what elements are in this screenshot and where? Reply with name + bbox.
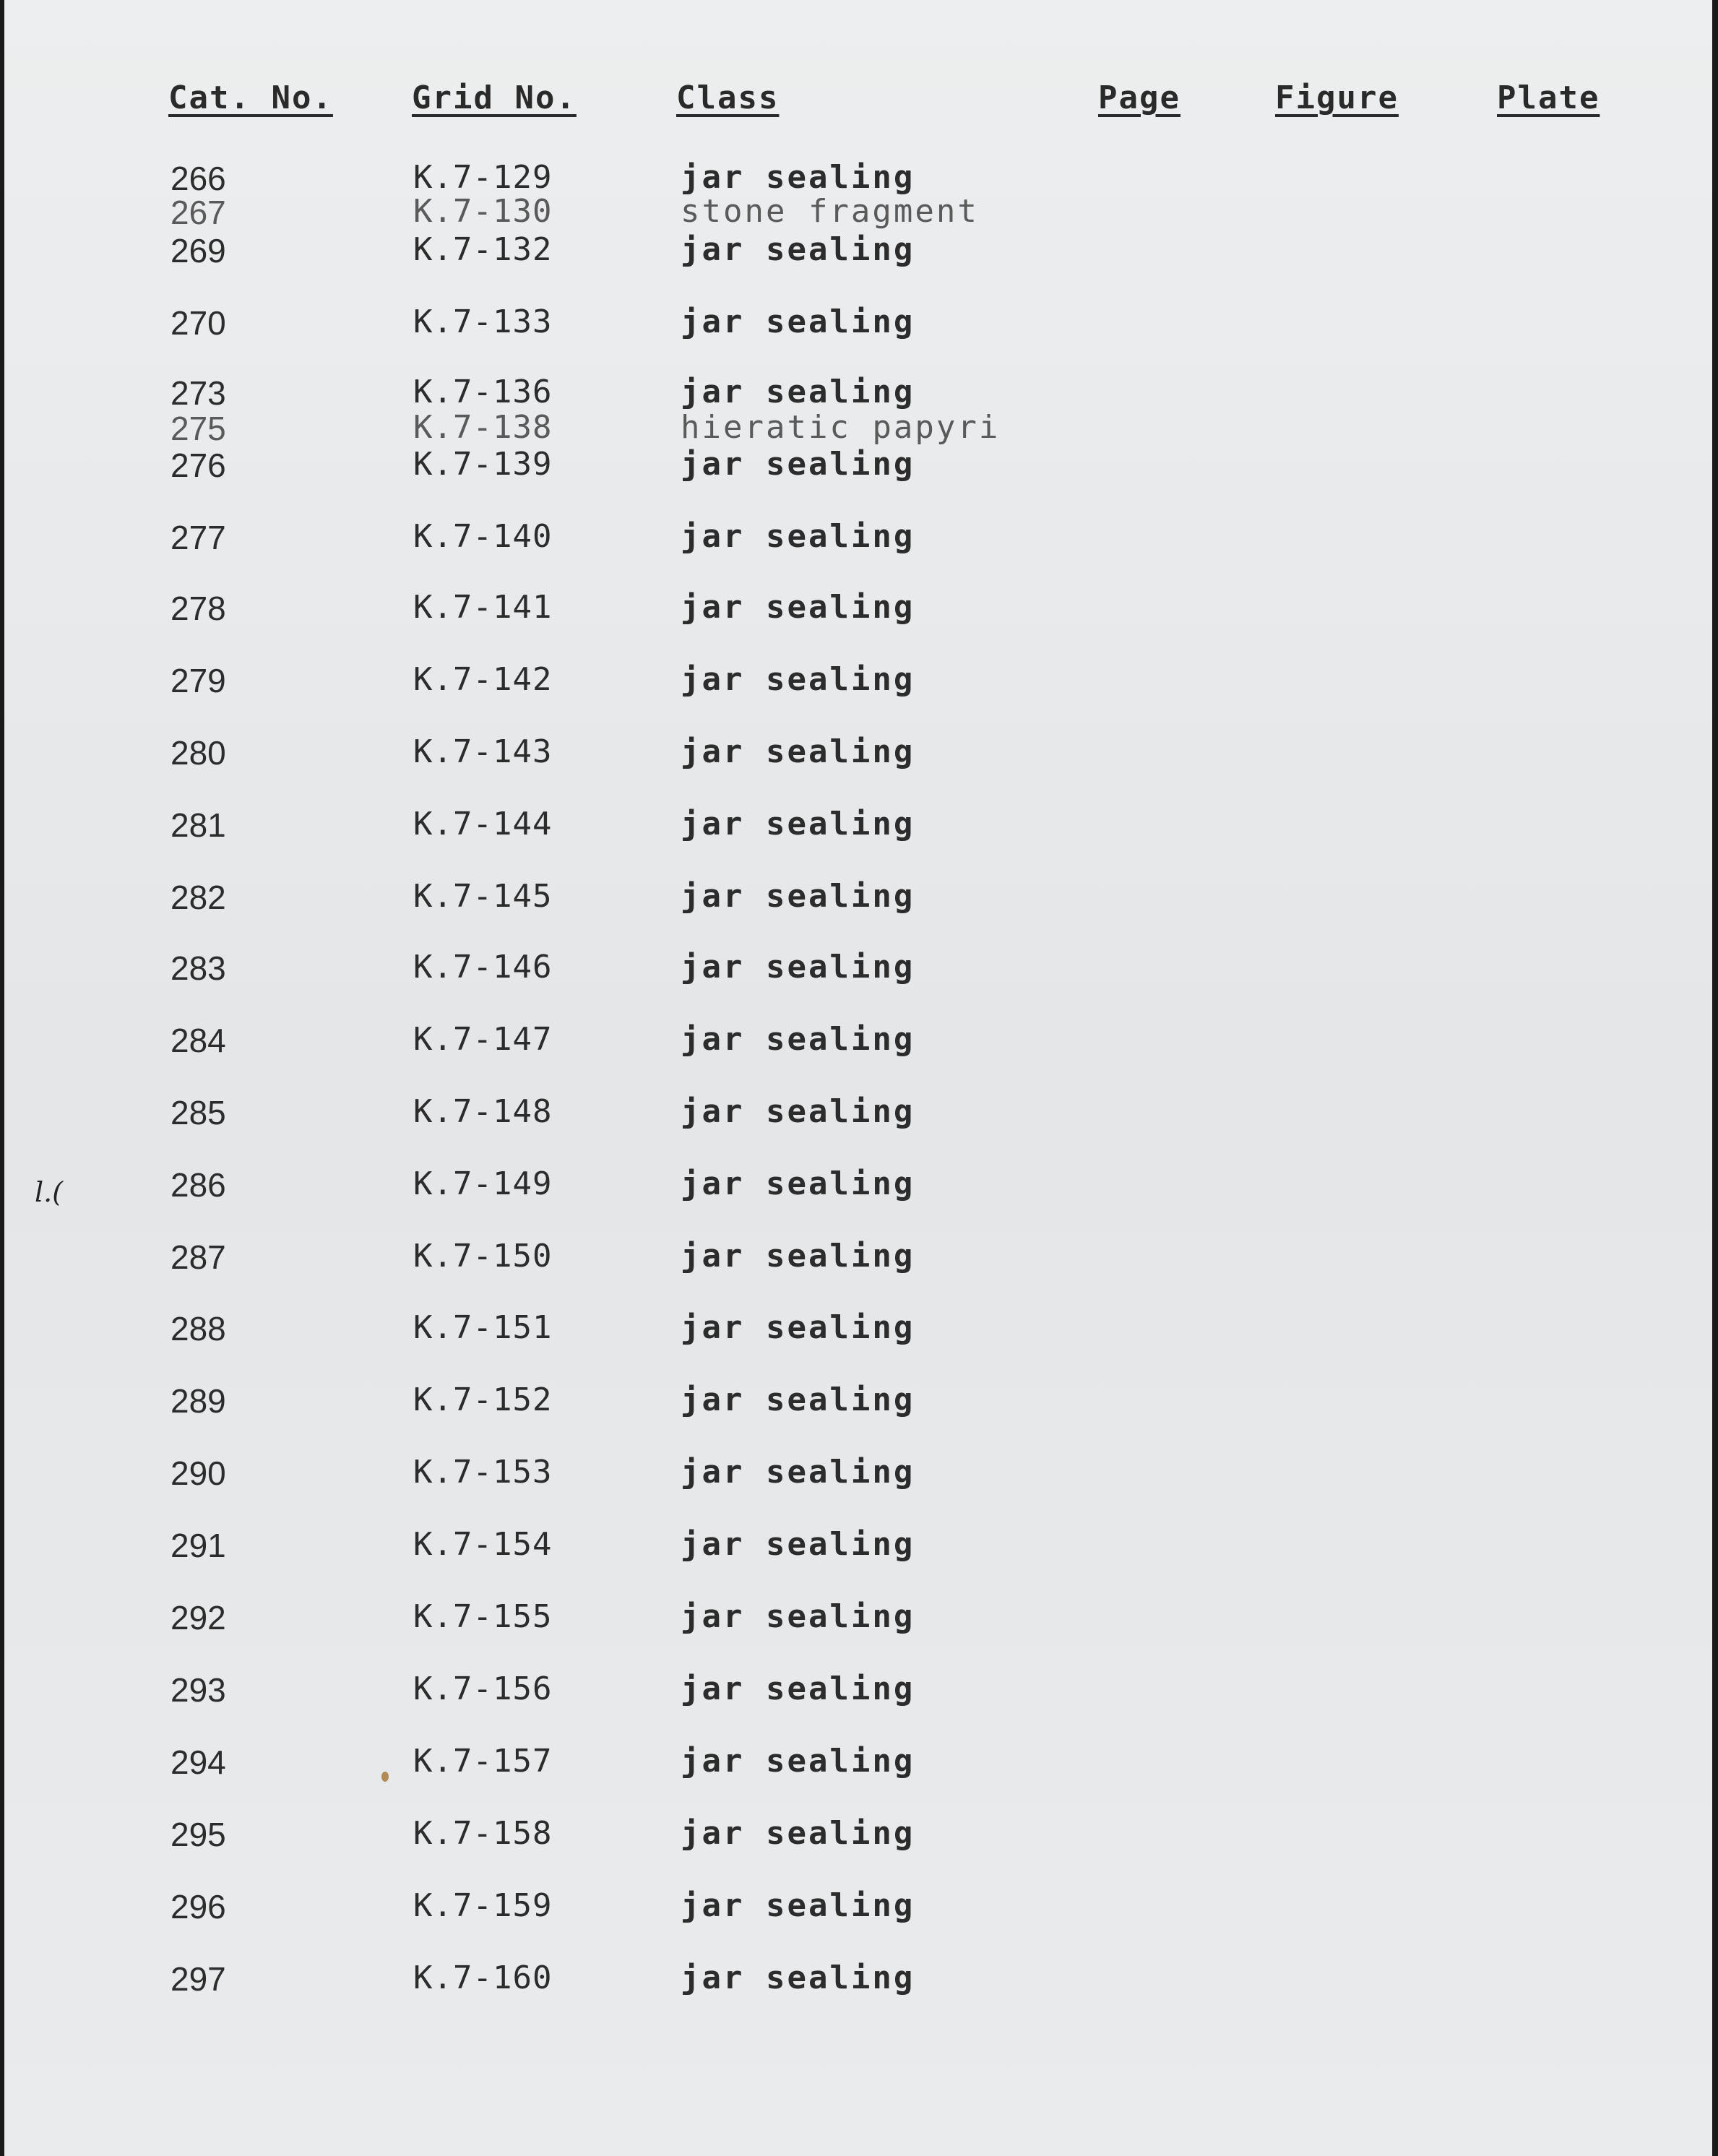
grid-no-cell: K.7-155: [413, 1598, 553, 1635]
grid-no-cell: K.7-157: [413, 1743, 553, 1780]
cat-no-cell: 290: [170, 1454, 226, 1492]
table-row: [0, 878, 1718, 915]
cat-no-cell: 287: [170, 1238, 226, 1276]
table-row: [0, 1815, 1718, 1853]
cat-no-cell: 278: [170, 590, 226, 627]
grid-no-cell: K.7-152: [413, 1381, 553, 1418]
grid-no-cell: K.7-132: [413, 231, 553, 268]
grid-no-cell: K.7-153: [413, 1454, 553, 1491]
grid-no-cell: K.7-154: [413, 1526, 553, 1563]
cat-no-cell: 286: [170, 1166, 226, 1204]
grid-no-cell: K.7-151: [413, 1309, 553, 1346]
cat-no-cell: 288: [170, 1310, 226, 1348]
table-row: [0, 303, 1718, 341]
cat-no-cell: 282: [170, 879, 226, 916]
cat-no-cell: 283: [170, 949, 226, 987]
grid-no-cell: K.7-141: [413, 589, 553, 626]
table-row: [0, 1670, 1718, 1708]
cat-no-cell: 266: [170, 160, 226, 197]
class-cell: jar sealing: [681, 1309, 915, 1346]
table-row: [0, 374, 1718, 411]
class-cell: jar sealing: [681, 1165, 915, 1202]
handwritten-margin-note: l.(: [35, 1176, 64, 1208]
table-row: [0, 1238, 1718, 1275]
class-cell: jar sealing: [681, 159, 915, 196]
class-cell: jar sealing: [681, 518, 915, 555]
grid-no-cell: K.7-143: [413, 733, 553, 770]
table-row: [0, 1526, 1718, 1564]
table-row: [0, 1454, 1718, 1491]
grid-no-cell: K.7-139: [413, 446, 553, 483]
cat-no-cell: 284: [170, 1022, 226, 1059]
cat-no-cell: 275: [170, 410, 226, 447]
cat-no-cell: 294: [170, 1743, 226, 1781]
grid-no-cell: K.7-130: [413, 193, 553, 230]
table-row: [0, 518, 1718, 556]
table-row: [0, 1309, 1718, 1347]
table-row: [0, 409, 1718, 447]
table-row: [0, 806, 1718, 843]
table-row: [0, 159, 1718, 197]
class-cell: jar sealing: [681, 374, 915, 410]
grid-no-cell: K.7-150: [413, 1238, 553, 1275]
cat-no-cell: 269: [170, 232, 226, 270]
table-row: [0, 589, 1718, 626]
table-row: [0, 193, 1718, 230]
grid-no-cell: K.7-133: [413, 303, 553, 340]
table-row: [0, 1165, 1718, 1203]
grid-no-cell: K.7-129: [413, 159, 553, 196]
paper-stain: [381, 1772, 389, 1782]
grid-no-cell: K.7-149: [413, 1165, 553, 1202]
class-cell: jar sealing: [681, 446, 915, 483]
cat-no-cell: 285: [170, 1094, 226, 1131]
grid-no-cell: K.7-145: [413, 878, 553, 915]
class-cell: hieratic papyri: [681, 409, 1001, 446]
grid-no-cell: K.7-144: [413, 806, 553, 842]
cat-no-cell: 291: [170, 1527, 226, 1564]
class-cell: jar sealing: [681, 1526, 915, 1563]
class-cell: jar sealing: [681, 1598, 915, 1635]
grid-no-cell: K.7-138: [413, 409, 553, 446]
class-cell: jar sealing: [681, 1815, 915, 1852]
cat-no-cell: 280: [170, 734, 226, 772]
cat-no-cell: 296: [170, 1888, 226, 1926]
cat-no-cell: 295: [170, 1816, 226, 1853]
table-row: [0, 1021, 1718, 1058]
table-row: [0, 661, 1718, 699]
cat-no-cell: 267: [170, 194, 226, 231]
class-cell: stone fragment: [681, 193, 979, 230]
grid-no-cell: K.7-147: [413, 1021, 553, 1058]
class-cell: jar sealing: [681, 1454, 915, 1491]
header-page: Page: [1098, 79, 1180, 116]
table-row: [0, 1959, 1718, 1997]
grid-no-cell: K.7-158: [413, 1815, 553, 1852]
cat-no-cell: 270: [170, 304, 226, 342]
class-cell: jar sealing: [681, 303, 915, 340]
header-plate: Plate: [1497, 79, 1600, 116]
class-cell: jar sealing: [681, 661, 915, 698]
class-cell: jar sealing: [681, 1959, 915, 1996]
header-figure: Figure: [1275, 79, 1399, 116]
cat-no-cell: 281: [170, 806, 226, 844]
grid-no-cell: K.7-148: [413, 1093, 553, 1130]
grid-no-cell: K.7-156: [413, 1670, 553, 1707]
table-row: [0, 733, 1718, 771]
grid-no-cell: K.7-146: [413, 949, 553, 986]
table-row: [0, 949, 1718, 986]
class-cell: jar sealing: [681, 1238, 915, 1275]
class-cell: jar sealing: [681, 1670, 915, 1707]
header-grid-no: Grid No.: [412, 79, 577, 116]
class-cell: jar sealing: [681, 1887, 915, 1924]
grid-no-cell: K.7-159: [413, 1887, 553, 1924]
class-cell: jar sealing: [681, 1381, 915, 1418]
header-class: Class: [676, 79, 780, 116]
class-cell: jar sealing: [681, 733, 915, 770]
cat-no-cell: 297: [170, 1960, 226, 1998]
table-row: [0, 1598, 1718, 1636]
class-cell: jar sealing: [681, 949, 915, 986]
class-cell: jar sealing: [681, 1743, 915, 1780]
cat-no-cell: 277: [170, 519, 226, 556]
table-row: [0, 1887, 1718, 1925]
cat-no-cell: 293: [170, 1671, 226, 1709]
table-row: [0, 231, 1718, 269]
class-cell: jar sealing: [681, 231, 915, 268]
table-row: [0, 1743, 1718, 1780]
table-row: [0, 446, 1718, 483]
class-cell: jar sealing: [681, 878, 915, 915]
grid-no-cell: K.7-160: [413, 1959, 553, 1996]
header-cat-no: Cat. No.: [168, 79, 333, 116]
class-cell: jar sealing: [681, 806, 915, 842]
grid-no-cell: K.7-140: [413, 518, 553, 555]
class-cell: jar sealing: [681, 589, 915, 626]
cat-no-cell: 279: [170, 662, 226, 699]
class-cell: jar sealing: [681, 1093, 915, 1130]
cat-no-cell: 289: [170, 1382, 226, 1420]
cat-no-cell: 276: [170, 447, 226, 484]
grid-no-cell: K.7-136: [413, 374, 553, 410]
cat-no-cell: 273: [170, 374, 226, 412]
class-cell: jar sealing: [681, 1021, 915, 1058]
grid-no-cell: K.7-142: [413, 661, 553, 698]
table-row: [0, 1381, 1718, 1419]
cat-no-cell: 292: [170, 1599, 226, 1637]
table-row: [0, 1093, 1718, 1131]
